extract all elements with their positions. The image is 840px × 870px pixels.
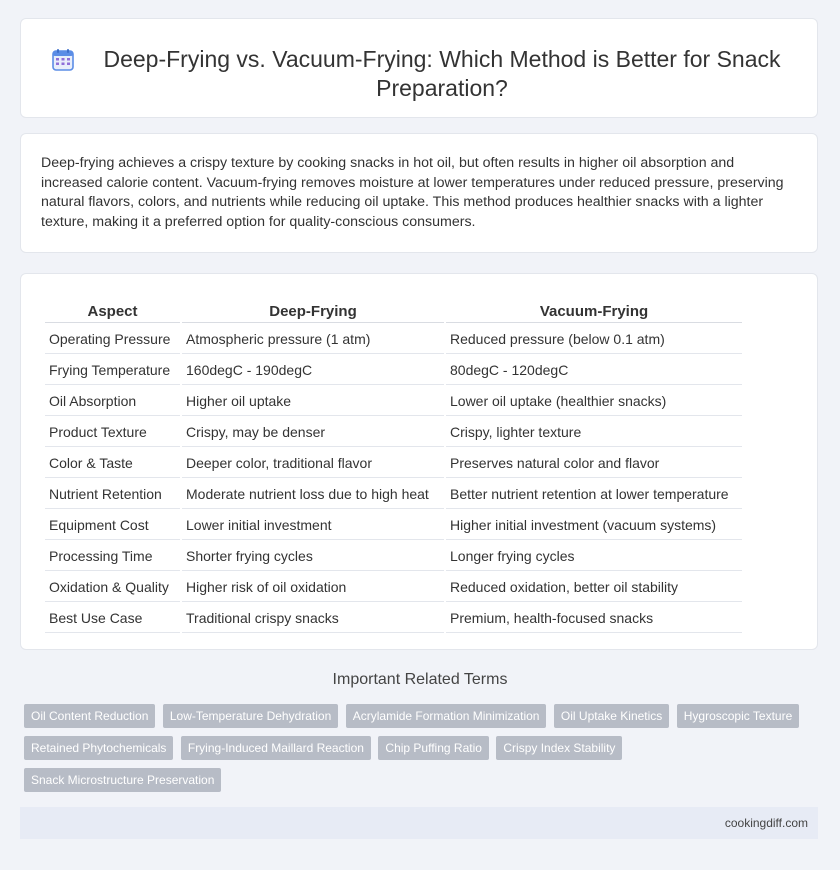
related-term-tag[interactable]: Retained Phytochemicals xyxy=(24,736,173,760)
cell-aspect: Oxidation & Quality xyxy=(45,573,180,602)
cell-deep-frying: 160degC - 190degC xyxy=(182,356,444,385)
header-aspect: Aspect xyxy=(45,298,180,323)
cell-aspect: Equipment Cost xyxy=(45,511,180,540)
cell-aspect: Best Use Case xyxy=(45,604,180,633)
cell-vacuum-frying: Premium, health-focused snacks xyxy=(446,604,742,633)
cell-deep-frying: Atmospheric pressure (1 atm) xyxy=(182,325,444,354)
cell-vacuum-frying: Longer frying cycles xyxy=(446,542,742,571)
intro-paragraph: Deep-frying achieves a crispy texture by cooking snacks in hot oil, but often results in higher oil absorption and increased calorie content. Vacuum-frying removes moisture at lower temperatures under reduced pressure, preserving natural flavors, colors, and nutrients while reducing oil uptake. This method produces healthier snacks with a lighter texture, making it a preferred option for quality-conscious consumers. xyxy=(41,155,784,230)
table-row xyxy=(45,418,742,447)
intro-card xyxy=(20,133,818,253)
cell-vacuum-frying: Lower oil uptake (healthier snacks) xyxy=(446,387,742,416)
related-term-tag[interactable]: Acrylamide Formation Minimization xyxy=(346,704,547,728)
header-deep-frying: Deep-Frying xyxy=(182,298,444,323)
table-header-row xyxy=(45,298,742,323)
comparison-card xyxy=(20,273,818,650)
cell-deep-frying: Deeper color, traditional flavor xyxy=(182,449,444,478)
table-row xyxy=(45,449,742,478)
related-term-tag[interactable]: Crispy Index Stability xyxy=(496,736,622,760)
table-row xyxy=(45,480,742,509)
cell-vacuum-frying: 80degC - 120degC xyxy=(446,356,742,385)
cell-deep-frying: Shorter frying cycles xyxy=(182,542,444,571)
cell-vacuum-frying: Reduced oxidation, better oil stability xyxy=(446,573,742,602)
calendar-icon xyxy=(51,48,75,72)
cell-deep-frying: Higher risk of oil oxidation xyxy=(182,573,444,602)
related-terms-title: Important Related Terms xyxy=(332,671,508,688)
related-term-tag[interactable]: Frying-Induced Maillard Reaction xyxy=(181,736,371,760)
related-term-tag[interactable]: Oil Content Reduction xyxy=(24,704,155,728)
cell-deep-frying: Higher oil uptake xyxy=(182,387,444,416)
table-row xyxy=(45,511,742,540)
cell-vacuum-frying: Crispy, lighter texture xyxy=(446,418,742,447)
table-row xyxy=(45,604,742,633)
cell-deep-frying: Moderate nutrient loss due to high heat xyxy=(182,480,444,509)
cell-deep-frying: Crispy, may be denser xyxy=(182,418,444,447)
cell-vacuum-frying: Reduced pressure (below 0.1 atm) xyxy=(446,325,742,354)
cell-aspect: Operating Pressure xyxy=(45,325,180,354)
cell-aspect: Oil Absorption xyxy=(45,387,180,416)
related-term-tag[interactable]: Chip Puffing Ratio xyxy=(378,736,489,760)
cell-aspect: Nutrient Retention xyxy=(45,480,180,509)
comparison-table xyxy=(43,296,744,635)
cell-vacuum-frying: Preserves natural color and flavor xyxy=(446,449,742,478)
cell-vacuum-frying: Better nutrient retention at lower temperature xyxy=(446,480,742,509)
cell-aspect: Color & Taste xyxy=(45,449,180,478)
header-vacuum-frying: Vacuum-Frying xyxy=(446,298,742,323)
table-row xyxy=(45,542,742,571)
header-card xyxy=(20,18,818,118)
page-title: Deep-Frying vs. Vacuum-Frying: Which Method is Better for Snack Preparation? xyxy=(103,46,781,101)
footer-site-link[interactable]: cookingdiff.com xyxy=(724,816,808,830)
related-term-tag[interactable]: Snack Microstructure Preservation xyxy=(24,768,221,792)
related-term-tag[interactable]: Oil Uptake Kinetics xyxy=(554,704,669,728)
table-row xyxy=(45,356,742,385)
related-term-tag[interactable]: Hygroscopic Texture xyxy=(677,704,800,728)
cell-deep-frying: Lower initial investment xyxy=(182,511,444,540)
table-row xyxy=(45,573,742,602)
footer xyxy=(20,807,818,839)
related-term-tag[interactable]: Low-Temperature Dehydration xyxy=(163,704,338,728)
related-terms-list xyxy=(24,704,824,800)
cell-aspect: Processing Time xyxy=(45,542,180,571)
cell-aspect: Product Texture xyxy=(45,418,180,447)
cell-aspect: Frying Temperature xyxy=(45,356,180,385)
table-row xyxy=(45,387,742,416)
cell-deep-frying: Traditional crispy snacks xyxy=(182,604,444,633)
cell-vacuum-frying: Higher initial investment (vacuum systems) xyxy=(446,511,742,540)
table-row xyxy=(45,325,742,354)
